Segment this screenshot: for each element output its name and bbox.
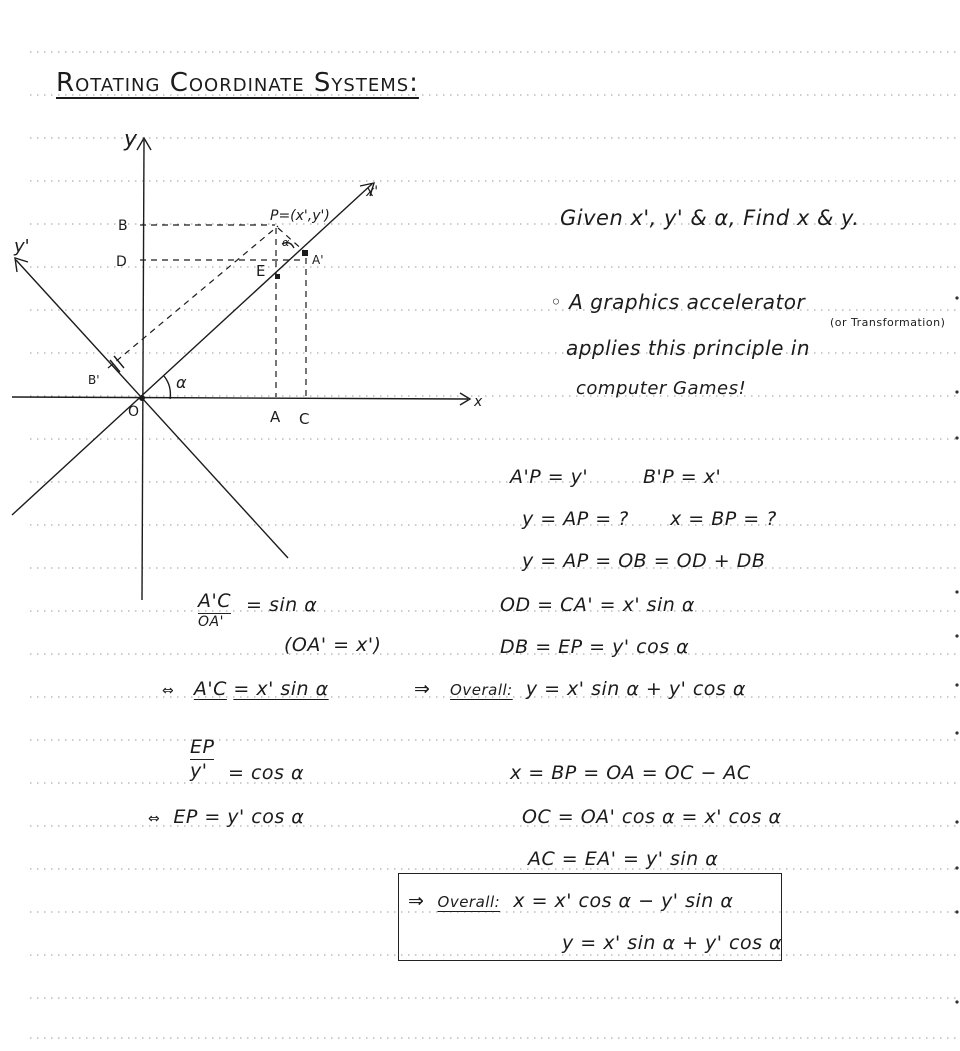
- eq-a-prime-p: A'P = y': [510, 466, 589, 488]
- label-b: B: [118, 218, 128, 234]
- eq-db: DB = EP = y' cos α: [500, 636, 690, 658]
- label-x: x: [474, 394, 483, 410]
- eq-od: OD = CA' = x' sin α: [500, 594, 695, 616]
- bullet-icon: ◦: [550, 290, 570, 314]
- label-d: D: [116, 254, 127, 270]
- implies-a-prime-c: ⇔ A'C = x' sin α: [162, 678, 329, 700]
- label-e: E: [256, 262, 266, 280]
- note-oa-prime: (OA' = x'): [284, 634, 382, 656]
- accelerator-line-2: applies this principle in: [566, 336, 811, 360]
- fraction-ep: $\frac{EP}{y'}$: [190, 736, 215, 782]
- eq-oc: OC = OA' cos α = x' cos α: [522, 806, 782, 828]
- label-x-prime: x': [366, 184, 379, 200]
- x-prime-axis: [12, 184, 372, 515]
- eq-x-unknown: x = BP = ?: [670, 508, 777, 530]
- label-b-prime: B': [88, 373, 100, 387]
- eq-overall-y: ⇒ Overall: y = x' sin α + y' cos α: [414, 678, 746, 700]
- label-a: A: [270, 408, 281, 426]
- label-c: C: [299, 410, 310, 428]
- label-a-prime: A': [312, 253, 324, 267]
- implies-ep: ⇔ EP = y' cos α: [148, 806, 305, 828]
- eq-sin-alpha: = sin α: [246, 594, 318, 616]
- label-alpha: α: [176, 373, 187, 392]
- eq-x-sum: x = BP = OA = OC − AC: [510, 762, 751, 784]
- y-axis: [142, 140, 144, 600]
- fraction-a-prime-c: A'C OA': [198, 590, 231, 630]
- label-y-prime: y': [14, 236, 30, 257]
- given-statement: Given x', y' & α, Find x & y.: [560, 206, 860, 230]
- accelerator-line-3: computer Games!: [576, 378, 747, 399]
- label-alpha-p: α: [282, 236, 290, 249]
- accelerator-line-1: ◦ A graphics accelerator: [550, 290, 806, 314]
- label-y: y: [124, 127, 138, 152]
- eq-y-sum: y = AP = OB = OD + DB: [522, 550, 766, 572]
- eq-ac: AC = EA' = y' sin α: [528, 848, 719, 870]
- y-prime-axis: [16, 260, 288, 558]
- label-origin: O: [128, 404, 140, 420]
- label-p: P=(x',y'): [270, 208, 330, 224]
- eq-b-prime-p: B'P = x': [643, 466, 722, 488]
- eq-y-unknown: y = AP = ?: [522, 508, 629, 530]
- accelerator-aside: (or Transformation): [830, 316, 946, 329]
- page-title: Rotating Coordinate Systems:: [56, 68, 419, 98]
- x-axis: [12, 397, 468, 399]
- result-x: ⇒ Overall: x = x' cos α − y' sin α: [408, 890, 734, 912]
- result-y: y = x' sin α + y' cos α: [562, 932, 783, 954]
- eq-cos-alpha: = cos α: [228, 762, 304, 784]
